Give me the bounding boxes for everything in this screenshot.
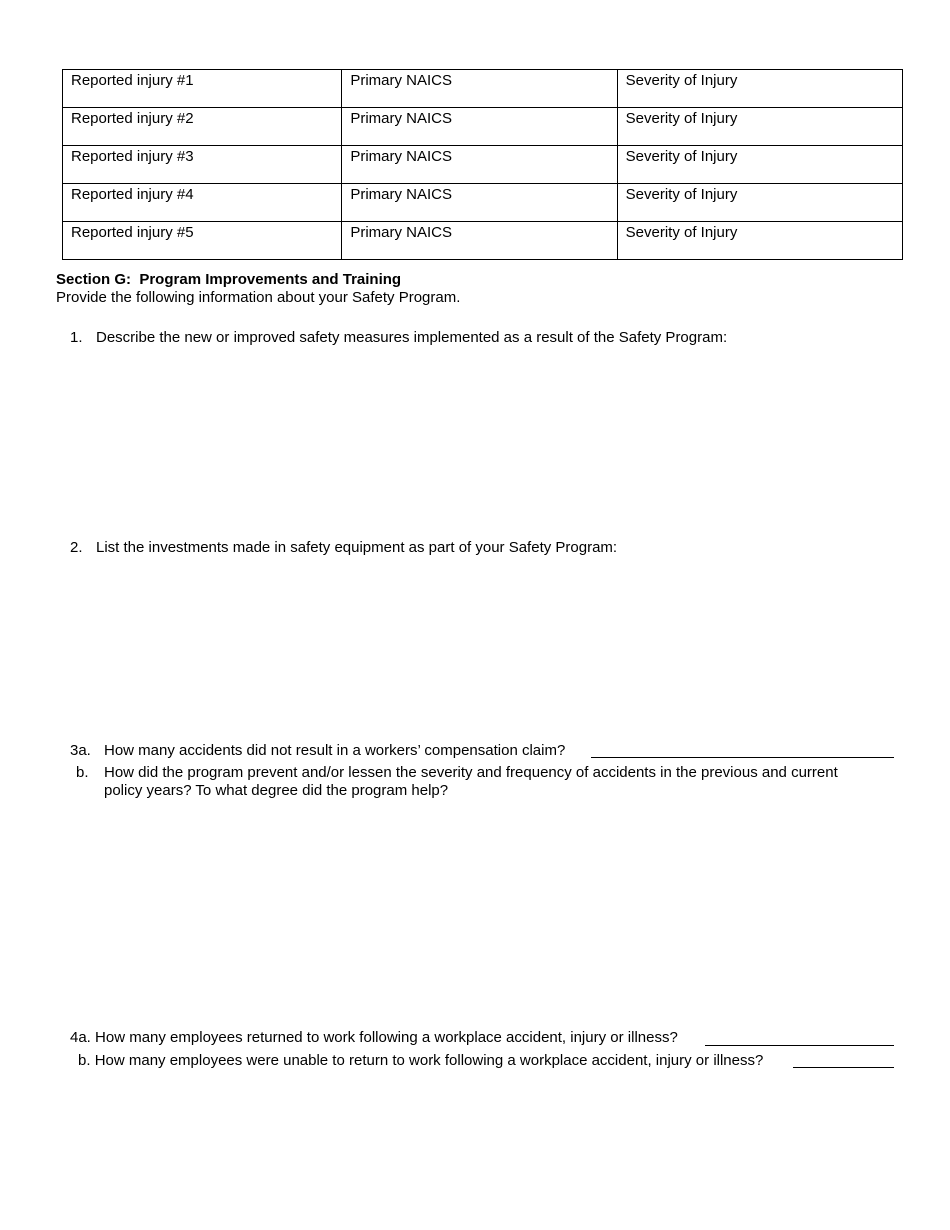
section-intro: Provide the following information about your Safety Program. — [56, 289, 461, 306]
question-4a — [70, 1029, 678, 1047]
severity-cell[interactable]: Severity of Injury — [617, 146, 902, 184]
question-1 — [70, 329, 727, 347]
naics-cell[interactable]: Primary NAICS — [342, 70, 617, 108]
severity-cell[interactable]: Severity of Injury — [617, 108, 902, 146]
table-row — [63, 184, 903, 222]
question-2 — [70, 539, 617, 557]
naics-cell[interactable]: Primary NAICS — [342, 222, 617, 260]
naics-cell[interactable]: Primary NAICS — [342, 108, 617, 146]
section-title: Section G: Program Improvements and Training — [56, 271, 402, 288]
returned-to-work-field[interactable] — [705, 1045, 894, 1046]
severity-cell[interactable]: Severity of Injury — [617, 222, 902, 260]
table-row — [63, 70, 903, 108]
question-3a — [70, 742, 565, 760]
question-4b — [78, 1052, 763, 1070]
question-text: How many employees were unable to return to work following a workplace accident, injury or illness? — [94, 1052, 764, 1069]
injury-table — [62, 69, 903, 260]
question-number: 1. — [70, 329, 83, 346]
question-number: 2. — [70, 539, 83, 556]
question-text: How many employees returned to work following a workplace accident, injury or illness? — [95, 1029, 678, 1046]
table-row — [63, 108, 903, 146]
injury-cell[interactable]: Reported injury #4 — [63, 184, 342, 222]
naics-cell[interactable]: Primary NAICS — [342, 184, 617, 222]
table-row — [63, 222, 903, 260]
question-text: How many accidents did not result in a workers’ compensation claim? — [104, 742, 566, 759]
injury-cell[interactable]: Reported injury #1 — [63, 70, 342, 108]
question-text: policy years? To what degree did the program help? — [104, 782, 449, 799]
question-text: Describe the new or improved safety measures implemented as a result of the Safety Program: — [96, 329, 728, 346]
severity-cell[interactable]: Severity of Injury — [617, 184, 902, 222]
question-text: List the investments made in safety equipment as part of your Safety Program: — [96, 539, 618, 556]
injury-cell[interactable]: Reported injury #5 — [63, 222, 342, 260]
question-number: 3a. — [70, 742, 91, 759]
table-row — [63, 146, 903, 184]
accidents-no-claim-field[interactable] — [591, 757, 894, 758]
question-number: b. — [76, 764, 89, 781]
question-number: b. — [78, 1052, 91, 1069]
unable-to-return-field[interactable] — [793, 1067, 894, 1068]
question-3b — [76, 764, 838, 782]
naics-cell[interactable]: Primary NAICS — [342, 146, 617, 184]
question-3b-continued — [104, 782, 448, 800]
injury-cell[interactable]: Reported injury #3 — [63, 146, 342, 184]
question-number: 4a. — [70, 1029, 91, 1046]
question-text: How did the program prevent and/or lessen the severity and frequency of accidents in the previous and current — [104, 764, 838, 781]
injury-cell[interactable]: Reported injury #2 — [63, 108, 342, 146]
severity-cell[interactable]: Severity of Injury — [617, 70, 902, 108]
